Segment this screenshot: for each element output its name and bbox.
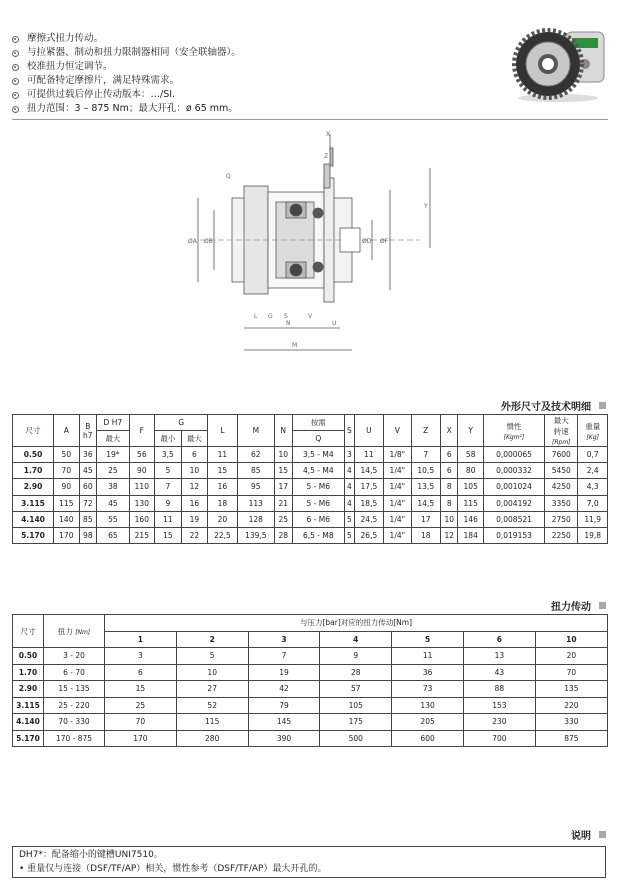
- table-cell: 4: [345, 463, 355, 479]
- table-cell: 27: [176, 681, 248, 698]
- table-cell: 7: [411, 447, 440, 463]
- table-cell: 130: [392, 697, 464, 714]
- table-cell: 17: [274, 479, 292, 495]
- bullet-icon: [12, 92, 19, 99]
- table-cell: 0,008521: [483, 511, 544, 527]
- drawing-label: ØA: [188, 238, 197, 245]
- table-cell: 70: [105, 714, 177, 731]
- table-cell: 9: [320, 648, 392, 665]
- table-cell: 88: [463, 681, 535, 698]
- size-cell: 2.90: [13, 681, 44, 698]
- table-cell: 18,5: [354, 495, 383, 511]
- bullet-icon: [12, 106, 19, 113]
- table-cell: 113: [237, 495, 274, 511]
- table-cell: 1/4": [384, 527, 411, 543]
- table-cell: 18: [411, 527, 440, 543]
- table-cell: 72: [79, 495, 97, 511]
- table-cell: 6,5 - M8: [292, 527, 345, 543]
- size-cell: 0.50: [13, 447, 54, 463]
- drawing-label: Z: [324, 153, 329, 160]
- table-cell: 36: [79, 447, 97, 463]
- table-cell: 6: [440, 463, 458, 479]
- size-cell: 2.90: [13, 479, 54, 495]
- table-cell: 24,5: [354, 511, 383, 527]
- table-cell: 4: [345, 495, 355, 511]
- table-cell: 1/4": [384, 511, 411, 527]
- square-icon: [599, 831, 606, 838]
- table-cell: 0,7: [578, 447, 608, 463]
- table-cell: 18: [208, 495, 237, 511]
- table-cell: 6: [181, 447, 208, 463]
- table-cell: 11: [354, 447, 383, 463]
- table-cell: 3: [345, 447, 355, 463]
- size-cell: 4.140: [13, 714, 44, 731]
- drawing-label: N: [286, 320, 291, 327]
- table-cell: 28: [320, 664, 392, 681]
- pressure-header: 1: [105, 631, 177, 648]
- table-cell: 5: [155, 463, 182, 479]
- table-cell: 15 - 135: [44, 681, 105, 698]
- table-cell: 3: [105, 648, 177, 665]
- table-cell: 5450: [545, 463, 578, 479]
- drawing-label: S: [284, 313, 288, 320]
- table-cell: 95: [237, 479, 274, 495]
- table-cell: 110: [129, 479, 154, 495]
- size-cell: 4.140: [13, 511, 54, 527]
- table-cell: 3 - 20: [44, 648, 105, 665]
- table-cell: 600: [392, 730, 464, 747]
- table-cell: 73: [392, 681, 464, 698]
- table-row: [13, 447, 608, 463]
- table-cell: 130: [129, 495, 154, 511]
- table-cell: 115: [458, 495, 483, 511]
- table-cell: 15: [274, 463, 292, 479]
- table-cell: 7,0: [578, 495, 608, 511]
- table-cell: 160: [129, 511, 154, 527]
- table-cell: 25: [105, 697, 177, 714]
- table-cell: 4,3: [578, 479, 608, 495]
- square-icon: [599, 402, 606, 409]
- table-cell: 98: [79, 527, 97, 543]
- table-cell: 12: [440, 527, 458, 543]
- table-cell: 330: [535, 714, 607, 731]
- table-cell: 139,5: [237, 527, 274, 543]
- table-cell: 26,5: [354, 527, 383, 543]
- top-rule: [12, 119, 608, 120]
- table-cell: 105: [458, 479, 483, 495]
- table-cell: 90: [129, 463, 154, 479]
- drawing-label: G: [268, 313, 273, 320]
- table-cell: 19: [248, 664, 320, 681]
- table-cell: 45: [79, 463, 97, 479]
- table-cell: 17: [411, 511, 440, 527]
- table-cell: 6: [105, 664, 177, 681]
- drawing-label: ØD: [362, 238, 372, 245]
- table-cell: 16: [181, 495, 208, 511]
- table-cell: 2,4: [578, 463, 608, 479]
- feature-item: 可提供过载后停止传动版本：…/SI.: [12, 88, 241, 102]
- table-cell: 14,5: [354, 463, 383, 479]
- table-cell: 128: [237, 511, 274, 527]
- pressure-header: 5: [392, 631, 464, 648]
- table-cell: 875: [535, 730, 607, 747]
- technical-drawing: [180, 128, 440, 363]
- feature-item: 与拉紧器、制动和扭力限制器相同（安全联轴器）。: [12, 46, 241, 60]
- table-cell: 5: [176, 648, 248, 665]
- product-image: [508, 18, 608, 103]
- table-cell: 6 - M6: [292, 511, 345, 527]
- drawing-label: ØB: [204, 238, 213, 245]
- table-cell: 65: [97, 527, 130, 543]
- table-cell: 50: [54, 447, 79, 463]
- table-cell: 115: [54, 495, 79, 511]
- drawing-label: ØF: [380, 238, 389, 245]
- table-row: [13, 697, 608, 714]
- table-cell: 13: [463, 648, 535, 665]
- section-title-torque: 扭力传动: [551, 598, 606, 613]
- table-cell: 20: [208, 511, 237, 527]
- size-cell: 3.115: [13, 697, 44, 714]
- table-cell: 8: [440, 495, 458, 511]
- pressure-header: 4: [320, 631, 392, 648]
- table-cell: 170: [54, 527, 79, 543]
- table-cell: 10: [176, 664, 248, 681]
- table-cell: 7: [155, 479, 182, 495]
- table-cell: 85: [79, 511, 97, 527]
- table-cell: 230: [463, 714, 535, 731]
- table-row: [13, 681, 608, 698]
- table-cell: 184: [458, 527, 483, 543]
- bullet-icon: [12, 64, 19, 71]
- table-cell: 0,004192: [483, 495, 544, 511]
- table-cell: 22: [181, 527, 208, 543]
- table-cell: 220: [535, 697, 607, 714]
- table-row: [13, 511, 608, 527]
- table-cell: 15: [105, 681, 177, 698]
- table-cell: 70 - 330: [44, 714, 105, 731]
- table-cell: 390: [248, 730, 320, 747]
- table-cell: 1/8": [384, 447, 411, 463]
- torque-table-body: [13, 648, 608, 747]
- table-cell: 5 - M6: [292, 495, 345, 511]
- size-cell: 5.170: [13, 730, 44, 747]
- table-cell: 19,8: [578, 527, 608, 543]
- table-cell: 8: [440, 479, 458, 495]
- table-cell: 5: [345, 511, 355, 527]
- note-line: DH7*：配备缩小的键槽UNI7510。: [19, 850, 163, 860]
- pressure-header: 10: [535, 631, 607, 648]
- table-cell: 4: [345, 479, 355, 495]
- table-cell: 21: [274, 495, 292, 511]
- table-cell: 153: [463, 697, 535, 714]
- pressure-header: 6: [463, 631, 535, 648]
- table-cell: 135: [535, 681, 607, 698]
- table-cell: 20: [535, 648, 607, 665]
- square-icon: [599, 602, 606, 609]
- table-cell: 4250: [545, 479, 578, 495]
- table-cell: 7: [248, 648, 320, 665]
- feature-item: 扭力范围：3 – 875 Nm；最大开孔：ø 65 mm。: [12, 102, 241, 116]
- table-cell: 5 - M6: [292, 479, 345, 495]
- table-cell: 45: [97, 495, 130, 511]
- table-cell: 7600: [545, 447, 578, 463]
- table-cell: 58: [458, 447, 483, 463]
- torque-table: 尺寸 扭力 [Nm] 与压力[bar]对应的扭力传动[Nm] 1 2 3 4 5 6 10 0.50 3 - 20 3 5 7 9 11 13 20 1.70 6 - 70 6 10 19 28 36 43 70 2.90 15 - 135 15 27 42 57 73 88 135 3.115 25 - 220 25 52 79 105 130 153 220 4.140 70 - 330 70 115 145 175 205 230 330 5.170 170 - 875 170 280 390 500 600 700 875: [12, 614, 608, 747]
- table-cell: 43: [463, 664, 535, 681]
- table-cell: 10: [181, 463, 208, 479]
- size-cell: 1.70: [13, 463, 54, 479]
- table-cell: 105: [320, 697, 392, 714]
- table-cell: 12: [181, 479, 208, 495]
- drawing-label: V: [308, 313, 313, 320]
- table-cell: 11: [208, 447, 237, 463]
- table-cell: 2250: [545, 527, 578, 543]
- table-cell: 17,5: [354, 479, 383, 495]
- feature-item: 摩擦式扭力传动。: [12, 32, 241, 46]
- table-cell: 1/4": [384, 463, 411, 479]
- table-cell: 28: [274, 527, 292, 543]
- table-cell: 10,5: [411, 463, 440, 479]
- table-cell: 145: [248, 714, 320, 731]
- table-cell: 6 - 70: [44, 664, 105, 681]
- drawing-label: X: [326, 131, 331, 138]
- note-line: • 重量仅与连接（DSF/TF/AP）相关，惯性参考（DSF/TF/AP）最大开孔的。: [19, 864, 327, 874]
- table-cell: 80: [458, 463, 483, 479]
- table-row: [13, 495, 608, 511]
- table-cell: 60: [79, 479, 97, 495]
- table-cell: 16: [208, 479, 237, 495]
- bullet-icon: [12, 78, 19, 85]
- table-cell: 170 - 875: [44, 730, 105, 747]
- feature-item: 校准扭力恒定调节。: [12, 60, 241, 74]
- table-cell: 36: [392, 664, 464, 681]
- table-cell: 700: [463, 730, 535, 747]
- table-cell: 19*: [97, 447, 130, 463]
- table-cell: 42: [248, 681, 320, 698]
- table-cell: 85: [237, 463, 274, 479]
- table-row: [13, 479, 608, 495]
- table-cell: 3,5 - M4: [292, 447, 345, 463]
- bullet-icon: [12, 36, 19, 43]
- table-row: [13, 463, 608, 479]
- table-cell: 55: [97, 511, 130, 527]
- feature-item: 可配备特定摩擦片，满足特殊需求。: [12, 74, 241, 88]
- size-cell: 0.50: [13, 648, 44, 665]
- table-cell: 0,019153: [483, 527, 544, 543]
- feature-list: [12, 32, 241, 116]
- table-row: [13, 527, 608, 543]
- table-cell: 15: [155, 527, 182, 543]
- table-cell: 146: [458, 511, 483, 527]
- table-cell: 140: [54, 511, 79, 527]
- table-cell: 3350: [545, 495, 578, 511]
- section-title-notes: 说明: [571, 827, 606, 842]
- table-row: [13, 714, 608, 731]
- table-cell: 90: [54, 479, 79, 495]
- table-cell: 500: [320, 730, 392, 747]
- size-cell: 5.170: [13, 527, 54, 543]
- drawing-label: U: [332, 320, 337, 327]
- table-cell: 0,000065: [483, 447, 544, 463]
- tech-table: 尺寸 A B h7 D H7 F G L M N 按需 S U V Z X Y 惯性 [Kgm²] 最大 转速 [Rpm] 重量 [Kg] 最大 最小 最大 Q 0.50 50 36 19* 56 3,5 6 11 62 10 3,5 - M4 3 11 1/8" 7 6 58 0,000065 7600 0,7 1.70 70 45 25 90 5 10 15 85 15 4,5 - M4 4 14,5 1/4" 10,5 6 80 0,000332 5450 2,4 2.90 90 60 38 110 7 12 16 95 17 5 - M6 4 17,5 1/4" 13,5 8 105 0,001024 4250 4,3 3.115 115 72 45 130 9 16 18 113 21 5 - M6 4 18,5 1/4" 14,5 8 115 0,004192 3350 7,0 4.140 140 85 55 160 11 19 20 128 25 6 - M6 5 24,5 1/4" 17 10 146 0,008521 2750 11,9 5.170 170 98 65 215 15 22 22,5 139,5 28 6,5 - M8 5 26,5 1/4" 18 12 184 0,019153 2250 19,8: [12, 414, 608, 544]
- table-cell: 15: [208, 463, 237, 479]
- table-cell: 11: [155, 511, 182, 527]
- table-cell: 11: [392, 648, 464, 665]
- table-cell: 25 - 220: [44, 697, 105, 714]
- table-cell: 70: [535, 664, 607, 681]
- table-cell: 2750: [545, 511, 578, 527]
- table-cell: 79: [248, 697, 320, 714]
- table-row: [13, 730, 608, 747]
- size-cell: 1.70: [13, 664, 44, 681]
- table-cell: 19: [181, 511, 208, 527]
- table-cell: 10: [440, 511, 458, 527]
- drawing-label: Y: [424, 203, 428, 210]
- table-row: [13, 664, 608, 681]
- table-cell: 205: [392, 714, 464, 731]
- table-cell: 25: [274, 511, 292, 527]
- table-row: [13, 648, 608, 665]
- table-cell: 1/4": [384, 495, 411, 511]
- table-cell: 175: [320, 714, 392, 731]
- table-cell: 10: [274, 447, 292, 463]
- table-cell: 1/4": [384, 479, 411, 495]
- table-cell: 4,5 - M4: [292, 463, 345, 479]
- drawing-label: M: [292, 342, 298, 349]
- table-cell: 14,5: [411, 495, 440, 511]
- drawing-label: Q: [226, 173, 231, 180]
- table-cell: 22,5: [208, 527, 237, 543]
- table-cell: 70: [54, 463, 79, 479]
- table-cell: 0,000332: [483, 463, 544, 479]
- table-cell: 280: [176, 730, 248, 747]
- pressure-header: 2: [176, 631, 248, 648]
- size-cell: 3.115: [13, 495, 54, 511]
- table-cell: 5: [345, 527, 355, 543]
- section-title-tech: 外形尺寸及技术明细: [501, 398, 606, 413]
- tech-table-body: [13, 447, 608, 544]
- table-cell: 215: [129, 527, 154, 543]
- table-cell: 13,5: [411, 479, 440, 495]
- table-cell: 11,9: [578, 511, 608, 527]
- table-cell: 38: [97, 479, 130, 495]
- table-cell: 0,001024: [483, 479, 544, 495]
- bullet-icon: [12, 50, 19, 57]
- drawing-label: L: [254, 313, 258, 320]
- table-cell: 9: [155, 495, 182, 511]
- table-cell: 52: [176, 697, 248, 714]
- notes-box: [12, 846, 606, 878]
- table-cell: 170: [105, 730, 177, 747]
- table-cell: 3,5: [155, 447, 182, 463]
- table-cell: 57: [320, 681, 392, 698]
- table-cell: 25: [97, 463, 130, 479]
- table-cell: 6: [440, 447, 458, 463]
- pressure-header: 3: [248, 631, 320, 648]
- table-cell: 62: [237, 447, 274, 463]
- table-cell: 56: [129, 447, 154, 463]
- table-cell: 115: [176, 714, 248, 731]
